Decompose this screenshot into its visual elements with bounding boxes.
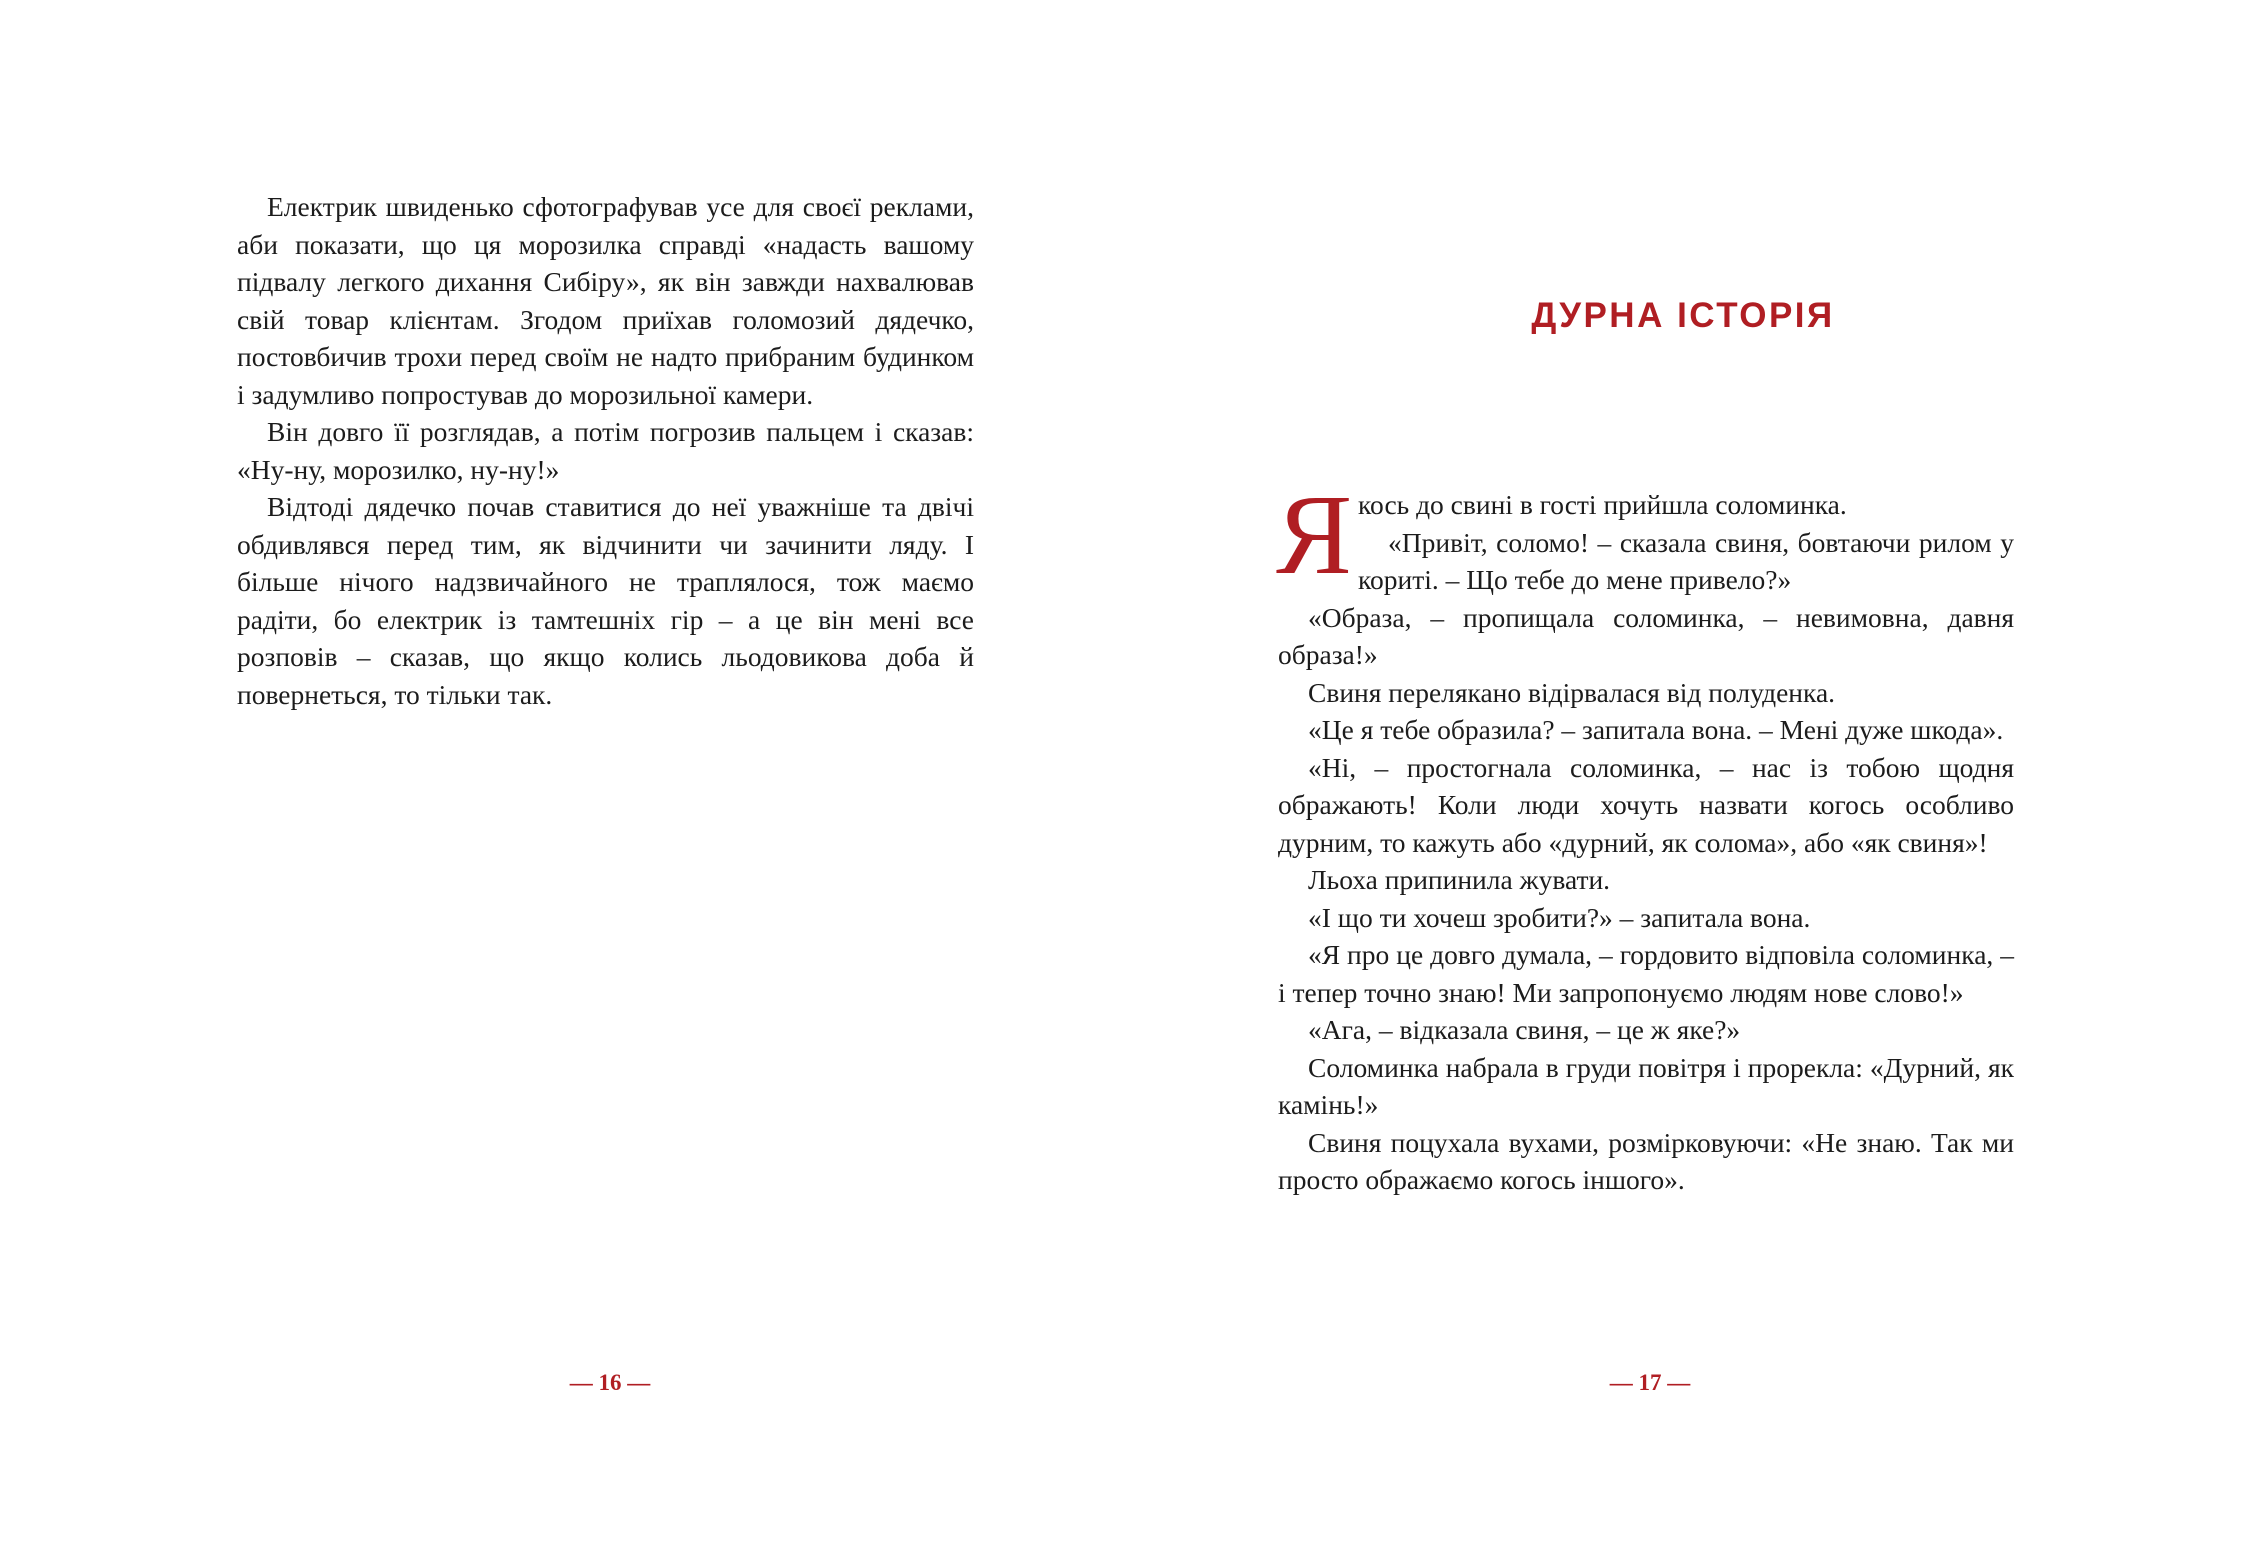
paragraph: «Образа, – пропищала соломинка, – невимовна, давня образа!»	[1278, 601, 2014, 670]
paragraph: Відтоді дядечко почав ставитися до неї уважніше та двічі обдивлявся перед тим, як відчинити чи зачинити ляду. І більше нічого надзвичайного не траплялося, тож маємо радіти, бо електрик із тамтешніх гір – а це він мені все розповів – сказав, що якщо колись льодовикова доба й повернеться, то тільки так.	[237, 491, 974, 710]
paragraph: «Ага, – відказала свиня, – це ж яке?»	[1308, 1014, 1741, 1045]
chapter-title: ДУРНА ІСТОРІЯ	[1531, 296, 1835, 335]
left-page-body	[237, 188, 974, 713]
paragraph: Льоха припинила жувати.	[1308, 864, 1611, 895]
paragraph: «І що ти хочеш зробити?» – запитала вона.	[1308, 901, 1811, 933]
paragraph: «Ні, – простогнала соломинка, – нас із тобою щодня ображають! Коли люди хочуть назвати когось особливо дурним, то кажуть або «дурний, як солома», або «як свиня»!	[1278, 751, 2014, 858]
first-paragraph-text: кось до свині в гості прийшла соломинка.	[1358, 489, 1847, 520]
page-number-right: — 17 —	[1609, 1370, 1691, 1395]
paragraph: Соломинка набрала в груди повітря і прорекла: «Дурний, як камінь!»	[1278, 1051, 2014, 1120]
paragraph: Електрик швиденько сфотографував усе для своєї реклами, аби показати, що ця морозилка справді «надасть вашому підвалу легкого дихання Сибіру», як він завжди нахвалював свій товар клієнтам. Згодом приїхав голомозий дядечко, постовбичив трохи перед своїм не надто прибраним будинком і задумливо попростував до морозильної камери.	[237, 191, 974, 410]
right-page-body	[1276, 471, 2014, 1199]
right-page	[1122, 0, 2244, 1565]
drop-cap: Я	[1276, 471, 1353, 598]
page-number-left: — 16 —	[569, 1370, 651, 1395]
paragraph: Свиня поцухала вухами, розмірковуючи: «Не знаю. Так ми просто ображаємо когось іншого».	[1278, 1126, 2014, 1195]
paragraph: «Я про це довго думала, – гордовито відповіла соломинка, – і тепер точно знаю! Ми запропонуємо людям нове слово!»	[1278, 939, 2014, 1008]
paragraph: «Привіт, соломо! – сказала свиня, бовтаючи рилом у кориті. – Що тебе до мене привело?»	[1358, 526, 2014, 595]
paragraph: Свиня перелякано відірвалася від полуденка.	[1308, 676, 1836, 708]
paragraph: Він довго її розглядав, а потім погрозив пальцем і сказав: «Ну-ну, морозилко, ну-ну!»	[237, 416, 974, 485]
paragraph: «Це я тебе образила? – запитала вона. – Мені дуже шкода».	[1308, 714, 2004, 745]
